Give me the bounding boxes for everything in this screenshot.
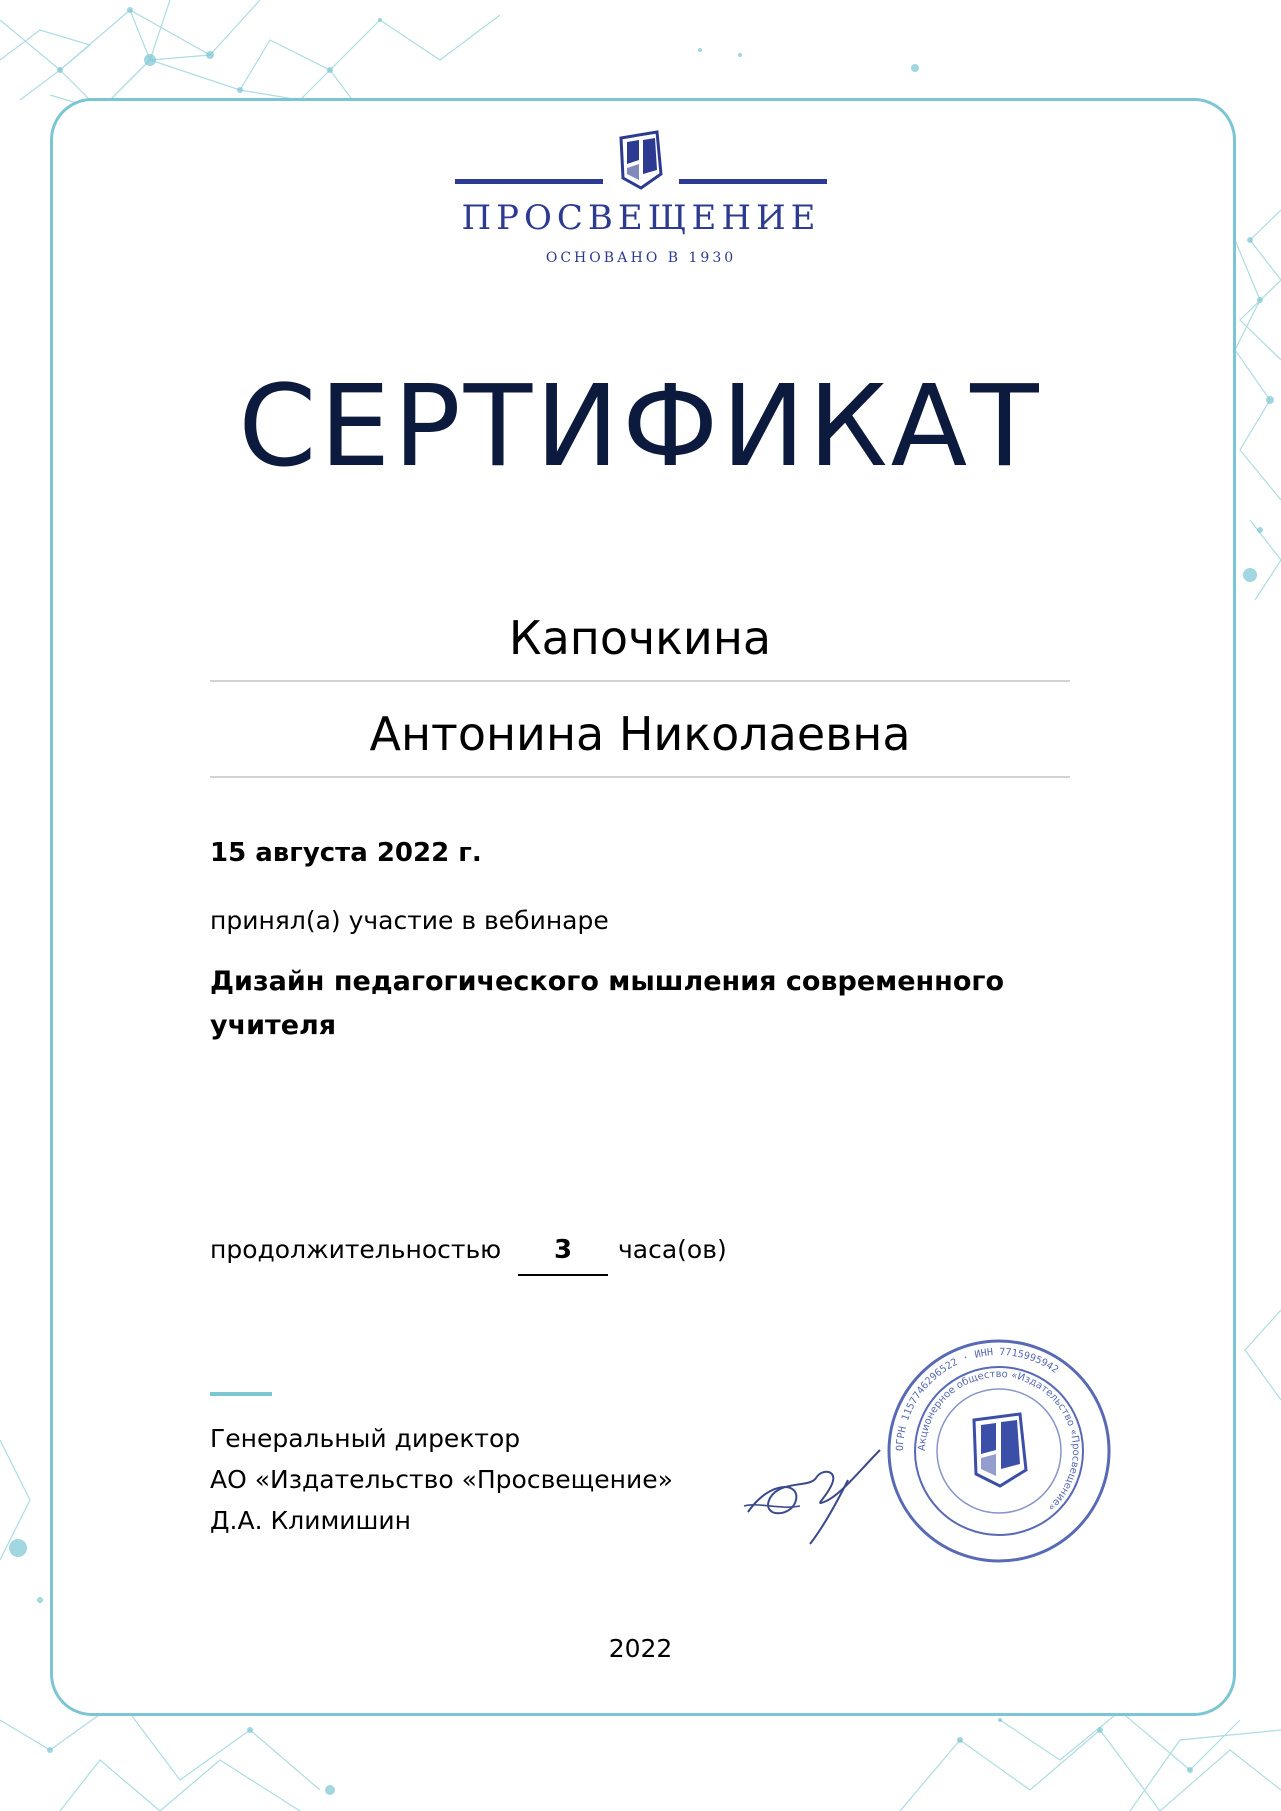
certificate-year: 2022 xyxy=(608,1634,673,1663)
signatory-block xyxy=(210,1418,673,1541)
recipient-surname: Капочкина xyxy=(508,611,772,665)
duration-unit: часа(ов) xyxy=(618,1235,727,1264)
stamp-icon xyxy=(884,1336,1114,1566)
recipient-given-names: Антонина Николаевна xyxy=(369,707,911,761)
webinar-topic: Дизайн педагогического мышления современного учителя xyxy=(210,966,1005,1041)
accent-dash xyxy=(210,1392,272,1396)
publisher-logo xyxy=(455,130,827,270)
logo-rule-left xyxy=(455,179,603,184)
duration-label: продолжительностью xyxy=(210,1235,502,1264)
stamp-inner-text: Акционерное общество «Издательство «Просвещение» xyxy=(916,1368,1082,1513)
publisher-founded: ОСНОВАНО В 1930 xyxy=(545,250,737,266)
surname-divider xyxy=(210,680,1070,682)
certificate-title: СЕРТИФИКАТ xyxy=(238,362,1042,492)
publisher-logo-icon xyxy=(617,130,665,190)
signatory-organization: АО «Издательство «Просвещение» xyxy=(210,1465,673,1494)
participation-text: принял(а) участие в вебинаре xyxy=(210,906,609,935)
logo-rule-right xyxy=(679,179,827,184)
duration-value: 3 xyxy=(553,1235,573,1265)
signatory-name: Д.А. Климишин xyxy=(210,1506,412,1535)
stamp-outer-text: ОГРН 1157746296522 · ИНН 7715995942 xyxy=(894,1346,1061,1452)
event-date: 15 августа 2022 г. xyxy=(210,838,482,868)
duration-underline xyxy=(518,1274,608,1276)
signature-icon xyxy=(740,1440,900,1550)
given-names-divider xyxy=(210,776,1070,778)
publisher-name: ПРОСВЕЩЕНИЕ xyxy=(461,198,821,238)
signatory-position: Генеральный директор xyxy=(210,1424,521,1453)
